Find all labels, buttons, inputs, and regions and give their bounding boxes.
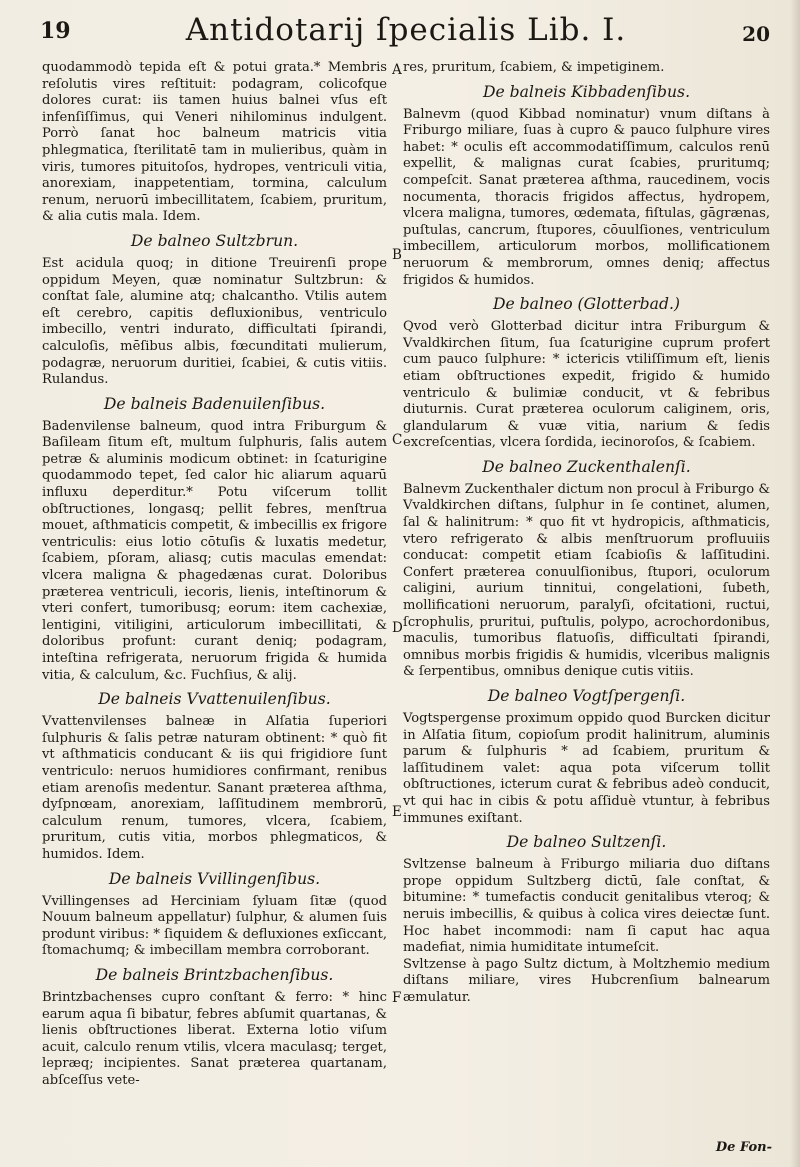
- margin-letter: C: [392, 432, 403, 448]
- left-column: [42, 60, 387, 1089]
- right-column: [403, 60, 770, 1007]
- paragraph: Vogtspergense proximum oppido quod Burcken dicitur in Alſatia ſitum, copioſum prodit halinitrum, aluminis parum & ſulphuris * ad ſcabiem, pruritum & laſſitudinem valet: aqua pota viſcerum tollit obſtructiones, icterum curat & febribus adeò conducit, vt qui hac in cibis & potu aſſiduè vtuntur, à febribus immunes exiſtant.: [403, 711, 770, 826]
- section-heading: De balneis Vvillingenſibus.: [108, 869, 321, 888]
- running-title: Antidotarij ſpecialis Lib. I.: [185, 12, 627, 48]
- page-header: [40, 12, 786, 52]
- section-heading: De balneo Vogtſpergenſi.: [487, 687, 686, 705]
- paragraph: Vvillingenses ad Herciniam ſyluam ſitæ (quod Nouum balneum appellatur) ſulphur, & alumen ſuis produnt viribus: * ſiquidem & defluxiones exſiccant, ſtomachumq; & imbecillam membra corroborant.: [42, 893, 387, 959]
- section-heading: De balneis Kibbadenſibus.: [482, 82, 691, 101]
- paragraph: Svltzense à pago Sultz dictum, à Moltzhemio medium diſtans miliare, vires Hubcrenſium balnearum æmulatur.: [403, 956, 770, 1005]
- margin-letter: D: [392, 620, 403, 636]
- margin-letter: A: [392, 62, 402, 78]
- folio-left: 19: [40, 18, 71, 44]
- paragraph: Est acidula quoq; in ditione Treuirenſi prope oppidum Meyen, quæ nominatur Sultzbrun: & conſtat ſale, alumine atq; chalcantho. Vtilis autem eſt cerebro, capitis defluxionibus, ventriculo imbecillo, ventri indurato, difficultati ſpirandi, calculoſis, mēſibus albis, fœcunditati mulierum, podagræ, neruorum duritiei, ſcabiei, & cutis vitiis. Rulandus.: [42, 255, 387, 388]
- section-heading: De balneis Vvattenuilenſibus.: [98, 690, 331, 709]
- paragraph: Balnevm Zuckenthaler dictum non procul à Friburgo & Vvaldkirchen diſtans, ſulphur in ſe continet, alumen, ſal & halinitrum: * quo fit vt hydropicis, aſthmaticis, vtero refrigerato & albis menſtruorum profluuiis conducat: competit etiam ſcabioſis & laſſitudini. Confert præterea conuulſionibus, ſtupori, oculorum caligini, aurium tinnitui, congelationi, ſubeth, mollificationi neruorum, paralyſi, ofcitationi, ructui, ſcrophulis, pruritui, puſtulis, polypo, acrochordonibus, maculis, tumoribus flatuoſis, difficultati ſpirandi, omnibus morbis frigidis & humidis, vlceribus malignis & ſerpentibus, omnibus denique cutis vitiis.: [403, 481, 770, 680]
- paragraph: quodammodò tepida eſt & potui grata.* Membris reſolutis vires reſtituit: podagram, colicofque dolores curat: iis tamen huius balnei vſus eſt infenſiſſimus, qui Veneri nihilominus indulgent. Porrò ſanat hoc balneum matricis vitia phlegmatica, ſterilitatē tam in mulieribus, quàm in viris, tumores pituitoſos, hydropes, ventriculi vitia, anorexiam, inappetentiam, tormina, calculum renum, neruorū imbecillitatem, ſcabiem, pruritum, & alia cutis mala. Idem.: [42, 60, 387, 225]
- margin-letter: F: [392, 990, 402, 1006]
- page-edge-shadow: [790, 0, 800, 1167]
- margin-letter: E: [392, 804, 402, 820]
- paragraph: Balnevm (quod Kibbad nominatur) vnum diſtans à Friburgo miliare, ſuas à cupro & pauco ſulphure vires habet: * oculis eſt accommodatiſſimum, calculos renū expellit, & malignas curat ſcabies, pruritumq; compeſcit. Sanat præterea aſthma, raucedinem, vocis nocumenta, thoracis frigidos affectus, hydropem, vlcera maligna, tumores, œdemata, fiſtulas, gāgrænas, puſtulas, cancrum, ſtupores, cōuulſiones, ventriculum imbecillem, articulorum morbos, mollificationem neruorum & membrorum, omnes deniq; affectus frigidos & humidos.: [403, 106, 770, 288]
- paragraph: Vvattenvilenses balneæ in Alſatia ſuperiori ſulphuris & ſalis petræ naturam obtinent: * quò fit vt aſthmaticis conducant & iis qui frigidiore ſunt ventriculo: neruos humidiores confirmant, renibus etiam arenoſis medentur. Sanant præterea aſthma, dyſpnœam, anorexiam, laſſitudinem membrorū, calculum renum, tumores, vlcera, ſcabiem, pruritum, cutis vitia, morbos phlegmaticos, & humidos. Idem.: [42, 714, 387, 862]
- section-heading: De balneo (Glotterbad.): [492, 295, 680, 314]
- section-heading: De balneo Zuckenthalenſi.: [482, 457, 691, 476]
- paragraph: Badenvilense balneum, quod intra Friburgum & Baſileam ſitum eſt, multum ſulphuris, ſalis autem petræ & aluminis modicum obtinet: in ſcaturigine quodammodo tepet, ſed calor hic aliarum aquarū influxu deperditur.* Potu viſcerum tollit obſtructiones, longasq; pellit febres, menſtrua mouet, aſthmaticis competit, & imbecillis ex frigore ventriculis: eius lotio cōtuſis & luxatis medetur, ſcabiem, pſoram, aliasq; cutis maculas emendat: vlcera maligna & phagedænas curat. Doloribus præterea ventriculi, iecoris, lienis, inteſtinorum & vteri confert, tumoribusq; eorum: item cachexiæ, lentigini, vitiligini, articulorum imbecillitati, & doloribus profunt: curant deniq; podagram, inteſtina refrigerata, neruorum frigida & humida vitia, & calculum, &c. Fuchſius, & alij.: [42, 418, 387, 683]
- section-heading: De balneo Sultzbrun.: [130, 231, 299, 250]
- folio-right: 20: [742, 22, 770, 46]
- paragraph: Qvod verò Glotterbad dicitur intra Friburgum & Vvaldkirchen ſitum, ſua ſcaturigine cuprum profert cum pauco ſulphure: * ictericis vtiliſſimum eſt, lienis etiam obſtructiones expedit, frigido & humido ventriculo & bulimiæ conducit, vt & febribus diuturnis. Curat præterea oculorum caliginem, oris, glandularum & vuæ vitia, narium & ſedis excreſcentias, vlcera ſordida, iecinoroſos, & ſcabiem.: [403, 319, 770, 451]
- section-heading: De balneis Brintzbachenſibus.: [95, 965, 334, 984]
- section-heading: De balneo Sultzenſi.: [506, 833, 667, 852]
- paragraph: res, pruritum, ſcabiem, & impetiginem.: [403, 60, 665, 75]
- catchword: De Fon-: [715, 1140, 772, 1155]
- paragraph: Brintzbachenses cupro conſtant & ferro: * hinc earum aqua ſi bibatur, febres abſumit quartanas, & lienis obſtructiones liberat. Externa lotio viſum acuit, calculo renum vtilis, vlcera maculasq; terget, lepræq; incipientes. Sanat præterea quartanam, abſceſſus vete-: [42, 989, 387, 1088]
- margin-letter: B: [392, 247, 402, 263]
- paragraph: Svltzense balneum à Friburgo miliaria duo diſtans prope oppidum Sultzberg dictū, ſale conſtat, & bitumine: * tumefactis conducit genitalibus vteroq; & neruis imbecillis, & quibus à colica vires deiectæ ſunt. Hoc habet incommodi: nam ſi caput hac aqua madefiat, nimia humiditate intumeſcit.: [403, 857, 770, 956]
- section-heading: De balneis Badenuilenſibus.: [103, 394, 326, 413]
